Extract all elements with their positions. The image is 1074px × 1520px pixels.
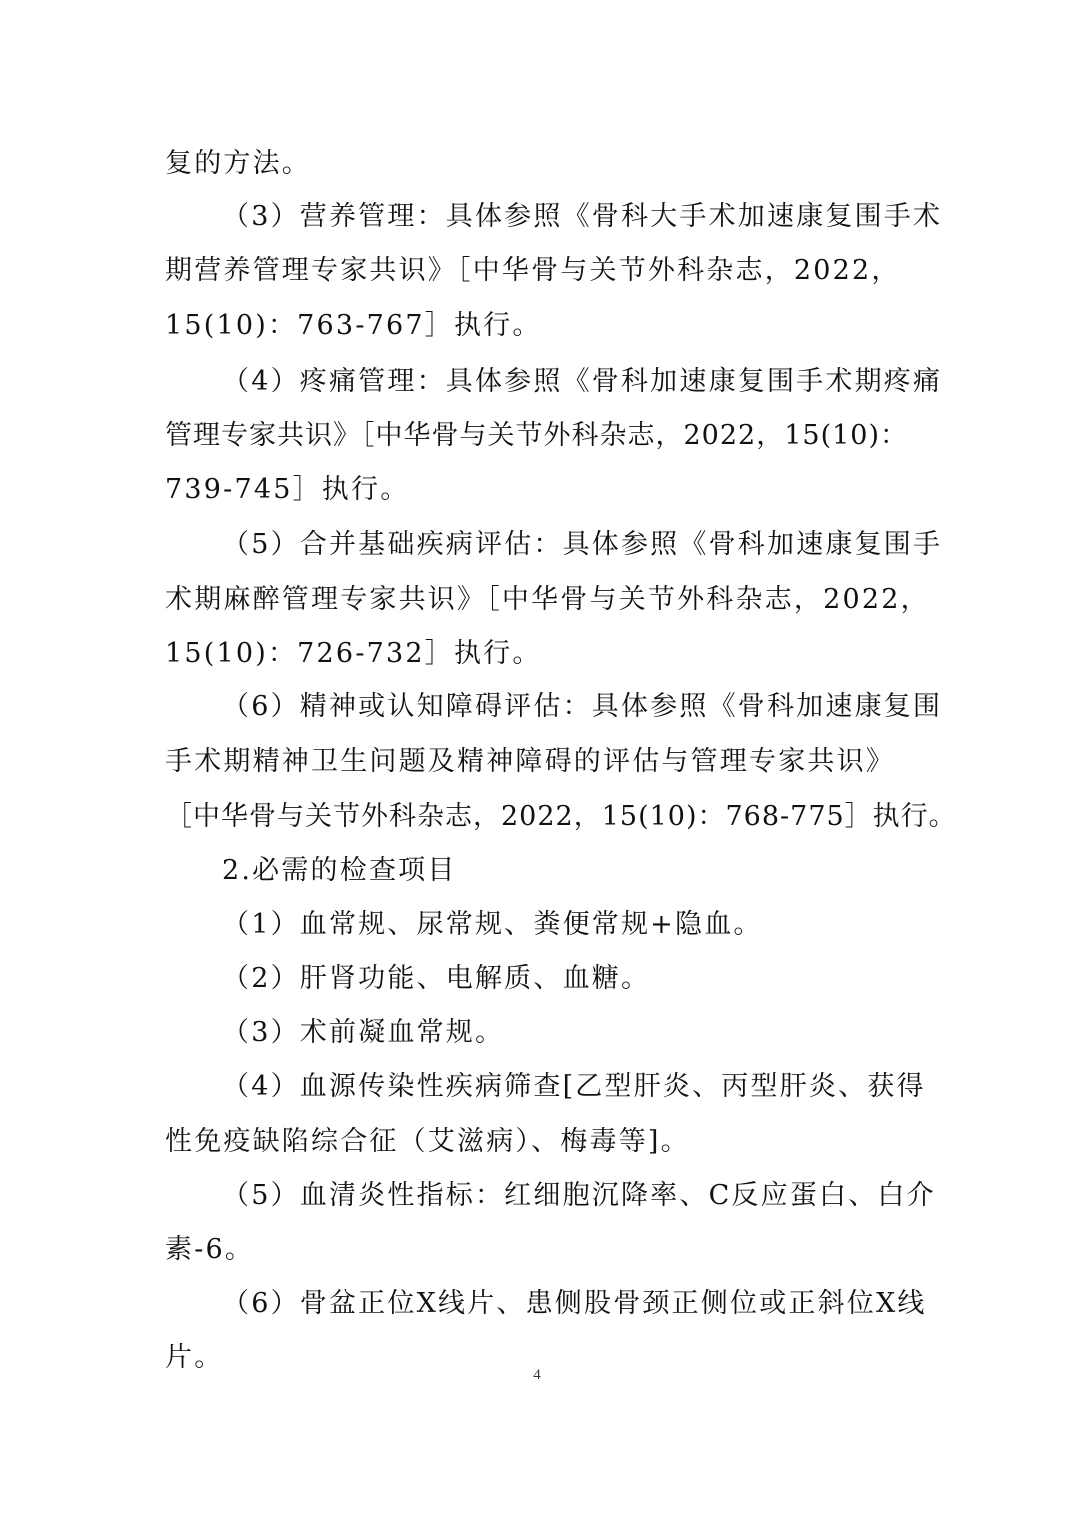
- text-line: 管理专家共识》［中华骨与关节外科杂志，2022，15(10)：: [165, 420, 908, 451]
- text-line: （6）精神或认知障碍评估：具体参照《骨科加速康复围: [222, 691, 943, 722]
- text-line: 15(10)：726-732］执行。: [165, 638, 542, 669]
- section-heading: 2.必需的检查项目: [222, 855, 457, 886]
- text-line: （2）肝肾功能、电解质、血糖。: [222, 963, 651, 994]
- text-line: 术期麻醉管理专家共识》［中华骨与关节外科杂志，2022，: [165, 584, 930, 615]
- text-line: ［中华骨与关节外科杂志，2022，15(10)：768-775］执行。: [165, 801, 957, 832]
- text-line: 手术期精神卫生问题及精神障碍的评估与管理专家共识》: [165, 746, 895, 777]
- text-line: （3）术前凝血常规。: [222, 1017, 505, 1048]
- text-line: 复的方法。: [165, 148, 311, 179]
- text-line: 739-745］执行。: [165, 474, 410, 505]
- text-line: （3）营养管理：具体参照《骨科大手术加速康复围手术: [222, 201, 943, 232]
- text-line: （5）合并基础疾病评估：具体参照《骨科加速康复围手: [222, 529, 943, 560]
- text-line: 15(10)：763-767］执行。: [165, 310, 542, 341]
- text-line: （5）血清炎性指标：红细胞沉降率、C反应蛋白、白介: [222, 1180, 936, 1211]
- text-line: （1）血常规、尿常规、粪便常规+隐血。: [222, 909, 763, 940]
- text-line: （6）骨盆正位X线片、患侧股骨颈正侧位或正斜位X线: [222, 1288, 927, 1319]
- page-number: 4: [533, 1367, 541, 1383]
- text-line: 性免疫缺陷综合征（艾滋病）、梅毒等]。: [165, 1126, 690, 1157]
- text-line: 期营养管理专家共识》［中华骨与关节外科杂志，2022，: [165, 255, 901, 286]
- text-line: （4）血源传染性疾病筛查[乙型肝炎、丙型肝炎、获得: [222, 1071, 926, 1102]
- text-line: 片。: [165, 1342, 224, 1373]
- text-line: （4）疼痛管理：具体参照《骨科加速康复围手术期疼痛: [222, 366, 943, 397]
- text-line: 素-6。: [165, 1234, 255, 1265]
